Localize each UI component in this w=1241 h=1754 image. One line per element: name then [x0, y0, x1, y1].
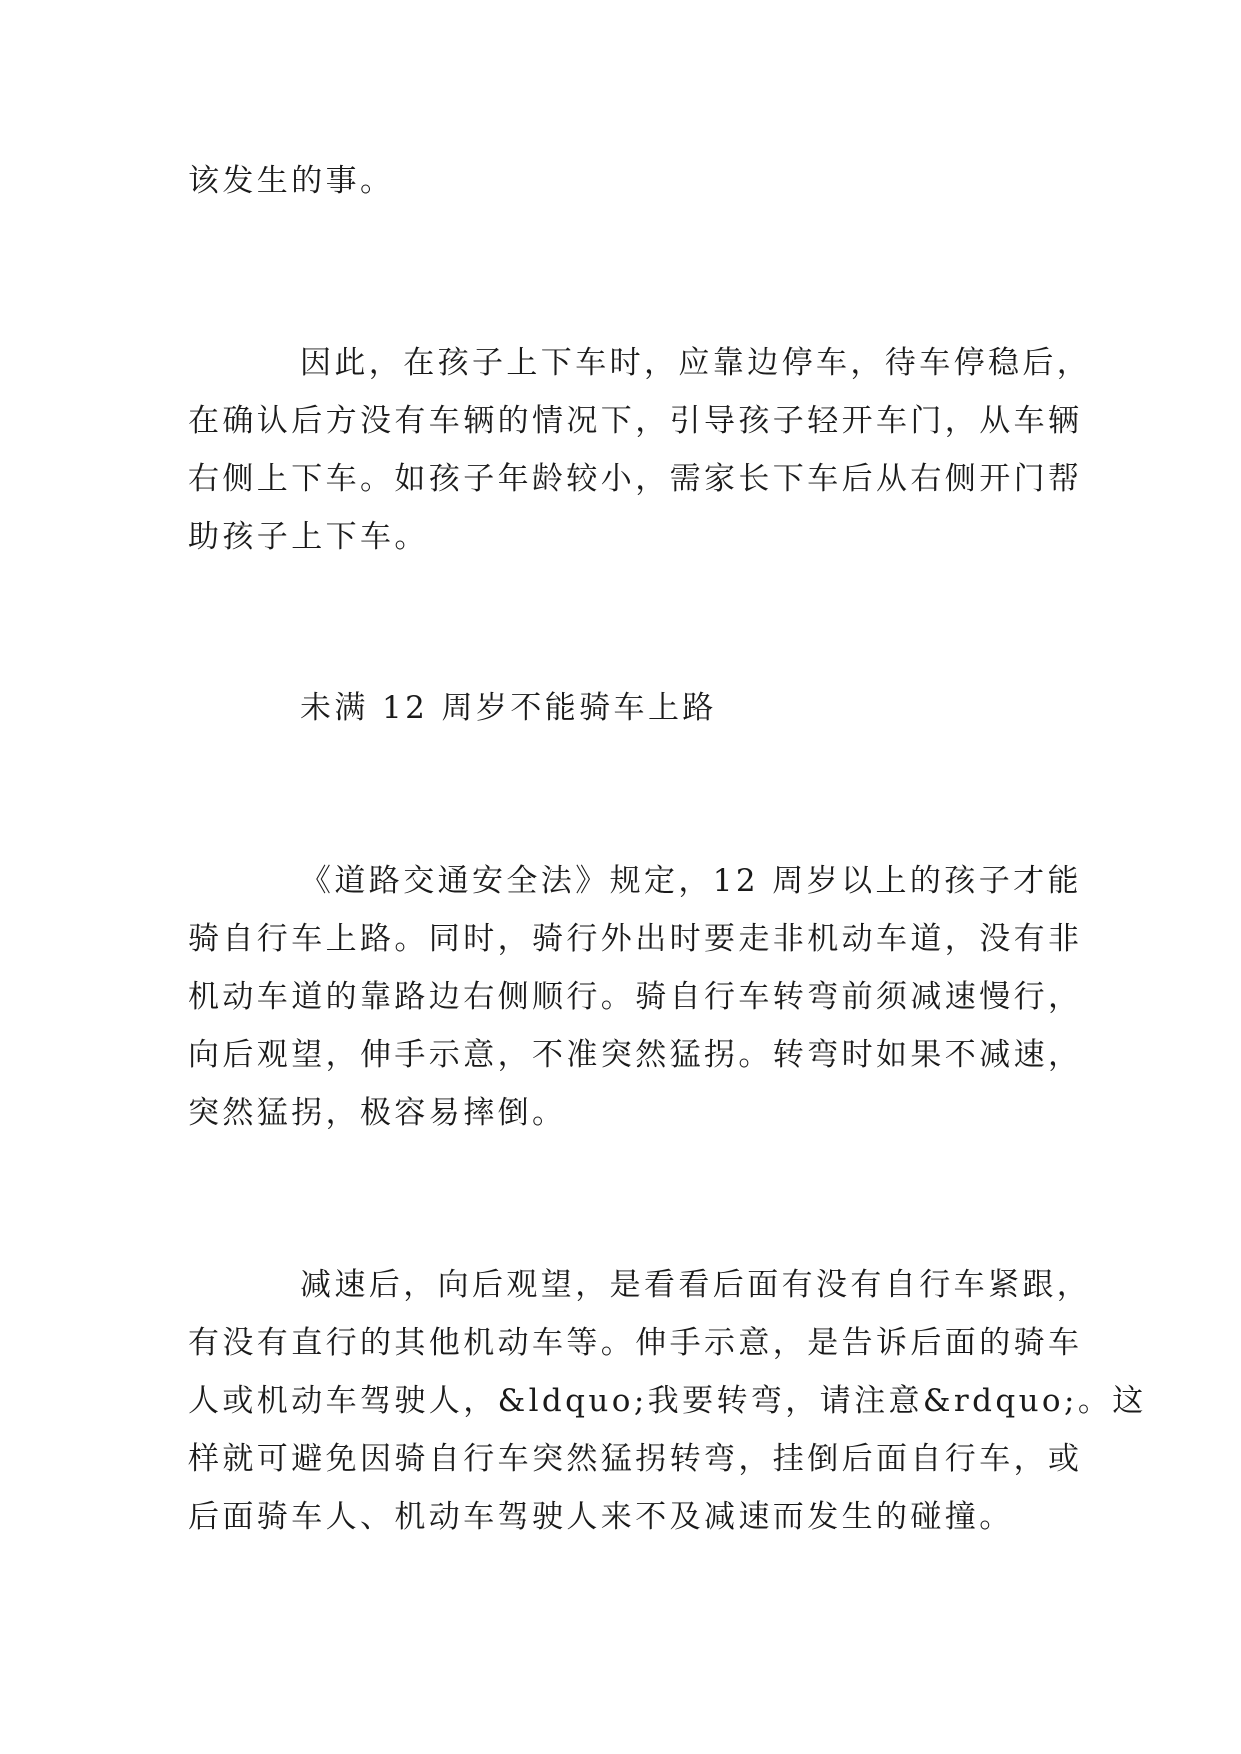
- text-line: 右侧上下车。如孩子年龄较小，需家长下车后从右侧开门帮: [188, 461, 1083, 497]
- text-line: 后面骑车人、机动车驾驶人来不及减速而发生的碰撞。: [188, 1499, 1014, 1535]
- paragraph-slow-down: [188, 1256, 1147, 1546]
- text-line: 在确认后方没有车辆的情况下，引导孩子轻开车门，从车辆: [188, 403, 1083, 439]
- text-line: 因此，在孩子上下车时，应靠边停车，待车停稳后，: [300, 345, 1092, 381]
- text-line: 《道路交通安全法》规定，12 周岁以上的孩子才能: [300, 863, 1082, 899]
- text-line: 突然猛拐，极容易摔倒。: [188, 1095, 567, 1131]
- text-line: 有没有直行的其他机动车等。伸手示意，是告诉后面的骑车: [188, 1325, 1083, 1361]
- paragraph-getting-off-car: [188, 334, 1092, 566]
- heading-text: 未满 12 周岁不能骑车上路: [300, 690, 717, 726]
- text-line: 减速后，向后观望，是看看后面有没有自行车紧跟，: [300, 1267, 1092, 1303]
- text-line: 骑自行车上路。同时，骑行外出时要走非机动车道，没有非: [188, 921, 1083, 957]
- text-line: 向后观望，伸手示意，不准突然猛拐。转弯时如果不减速，: [188, 1037, 1083, 1073]
- section-heading: [188, 679, 1068, 737]
- text-line: 助孩子上下车。: [188, 519, 429, 555]
- text-line: 该发生的事。: [188, 163, 395, 199]
- text-line: 人或机动车驾驶人，&ldquo;我要转弯，请注意&rdquo;。这: [188, 1383, 1147, 1419]
- paragraph-traffic-law: [188, 852, 1083, 1142]
- text-line: 机动车道的靠路边右侧顺行。骑自行车转弯前须减速慢行，: [188, 979, 1083, 1015]
- text-line: 样就可避免因骑自行车突然猛拐转弯，挂倒后面自行车，或: [188, 1441, 1083, 1477]
- paragraph-continuation: [188, 152, 1068, 210]
